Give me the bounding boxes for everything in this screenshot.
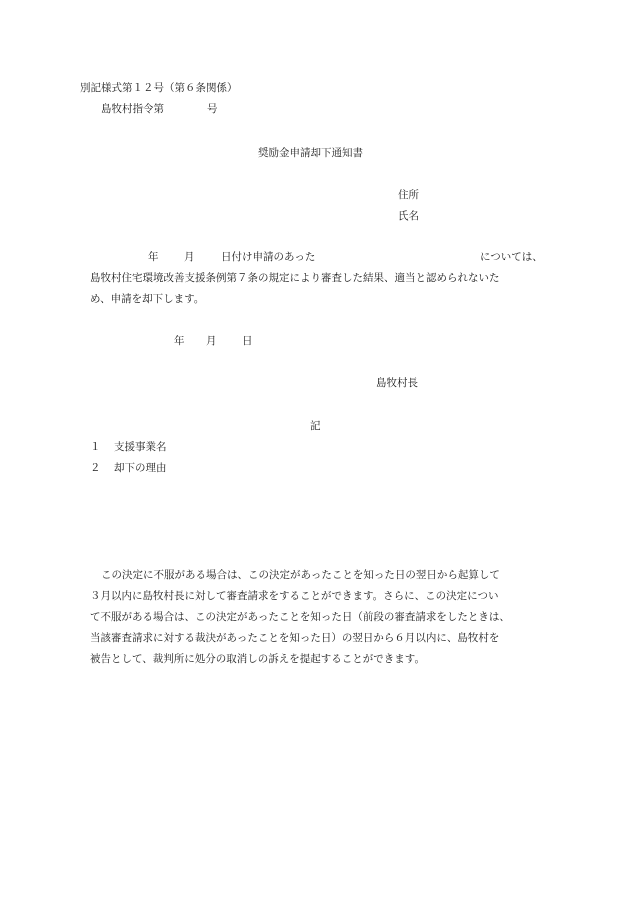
notice-line-1: この決定に不服がある場合は、この決定があったことを知った日の翌日から起算して	[101, 569, 500, 581]
item-number-1: １	[90, 441, 101, 453]
item-label-1: 支援事業名	[114, 441, 167, 453]
ki-heading: 記	[310, 420, 321, 432]
directive-prefix: 島牧村指令第	[101, 103, 164, 115]
body-year: 年	[148, 251, 159, 263]
name-label: 氏名	[398, 210, 419, 222]
notice-line-4: 当該審査請求に対する裁決があったことを知った日）の翌日から６月以内に、島牧村を	[90, 632, 500, 644]
document-title: 奨励金申請却下通知書	[258, 147, 363, 159]
notice-line-3: て不服がある場合は、この決定があったことを知った日（前段の審査請求をしたときは、	[90, 611, 510, 623]
date-day: 日	[242, 335, 253, 347]
directive-suffix: 号	[207, 103, 218, 115]
body-tail: については、	[480, 251, 543, 263]
item-label-2: 却下の理由	[114, 462, 167, 474]
body-month: 月	[184, 251, 195, 263]
date-year: 年	[174, 335, 185, 347]
notice-line-2: ３月以内に島牧村長に対して審査請求をすることができます。さらに、この決定につい	[90, 590, 499, 602]
body-line-2: 島牧村住宅環境改善支援条例第７条の規定により審査した結果、適当と認められないた	[90, 272, 500, 284]
date-month: 月	[206, 335, 217, 347]
notice-line-5: 被告として、裁判所に処分の取消しの訴えを提起することができます。	[90, 653, 425, 665]
item-number-2: ２	[90, 462, 101, 474]
address-label: 住所	[398, 189, 419, 201]
body-line-3: め、申請を却下します。	[90, 293, 205, 305]
issuer: 島牧村長	[376, 377, 418, 389]
form-number: 別記様式第１２号（第６条関係）	[80, 82, 238, 94]
body-day-text: 日付け申請のあった	[221, 251, 316, 263]
